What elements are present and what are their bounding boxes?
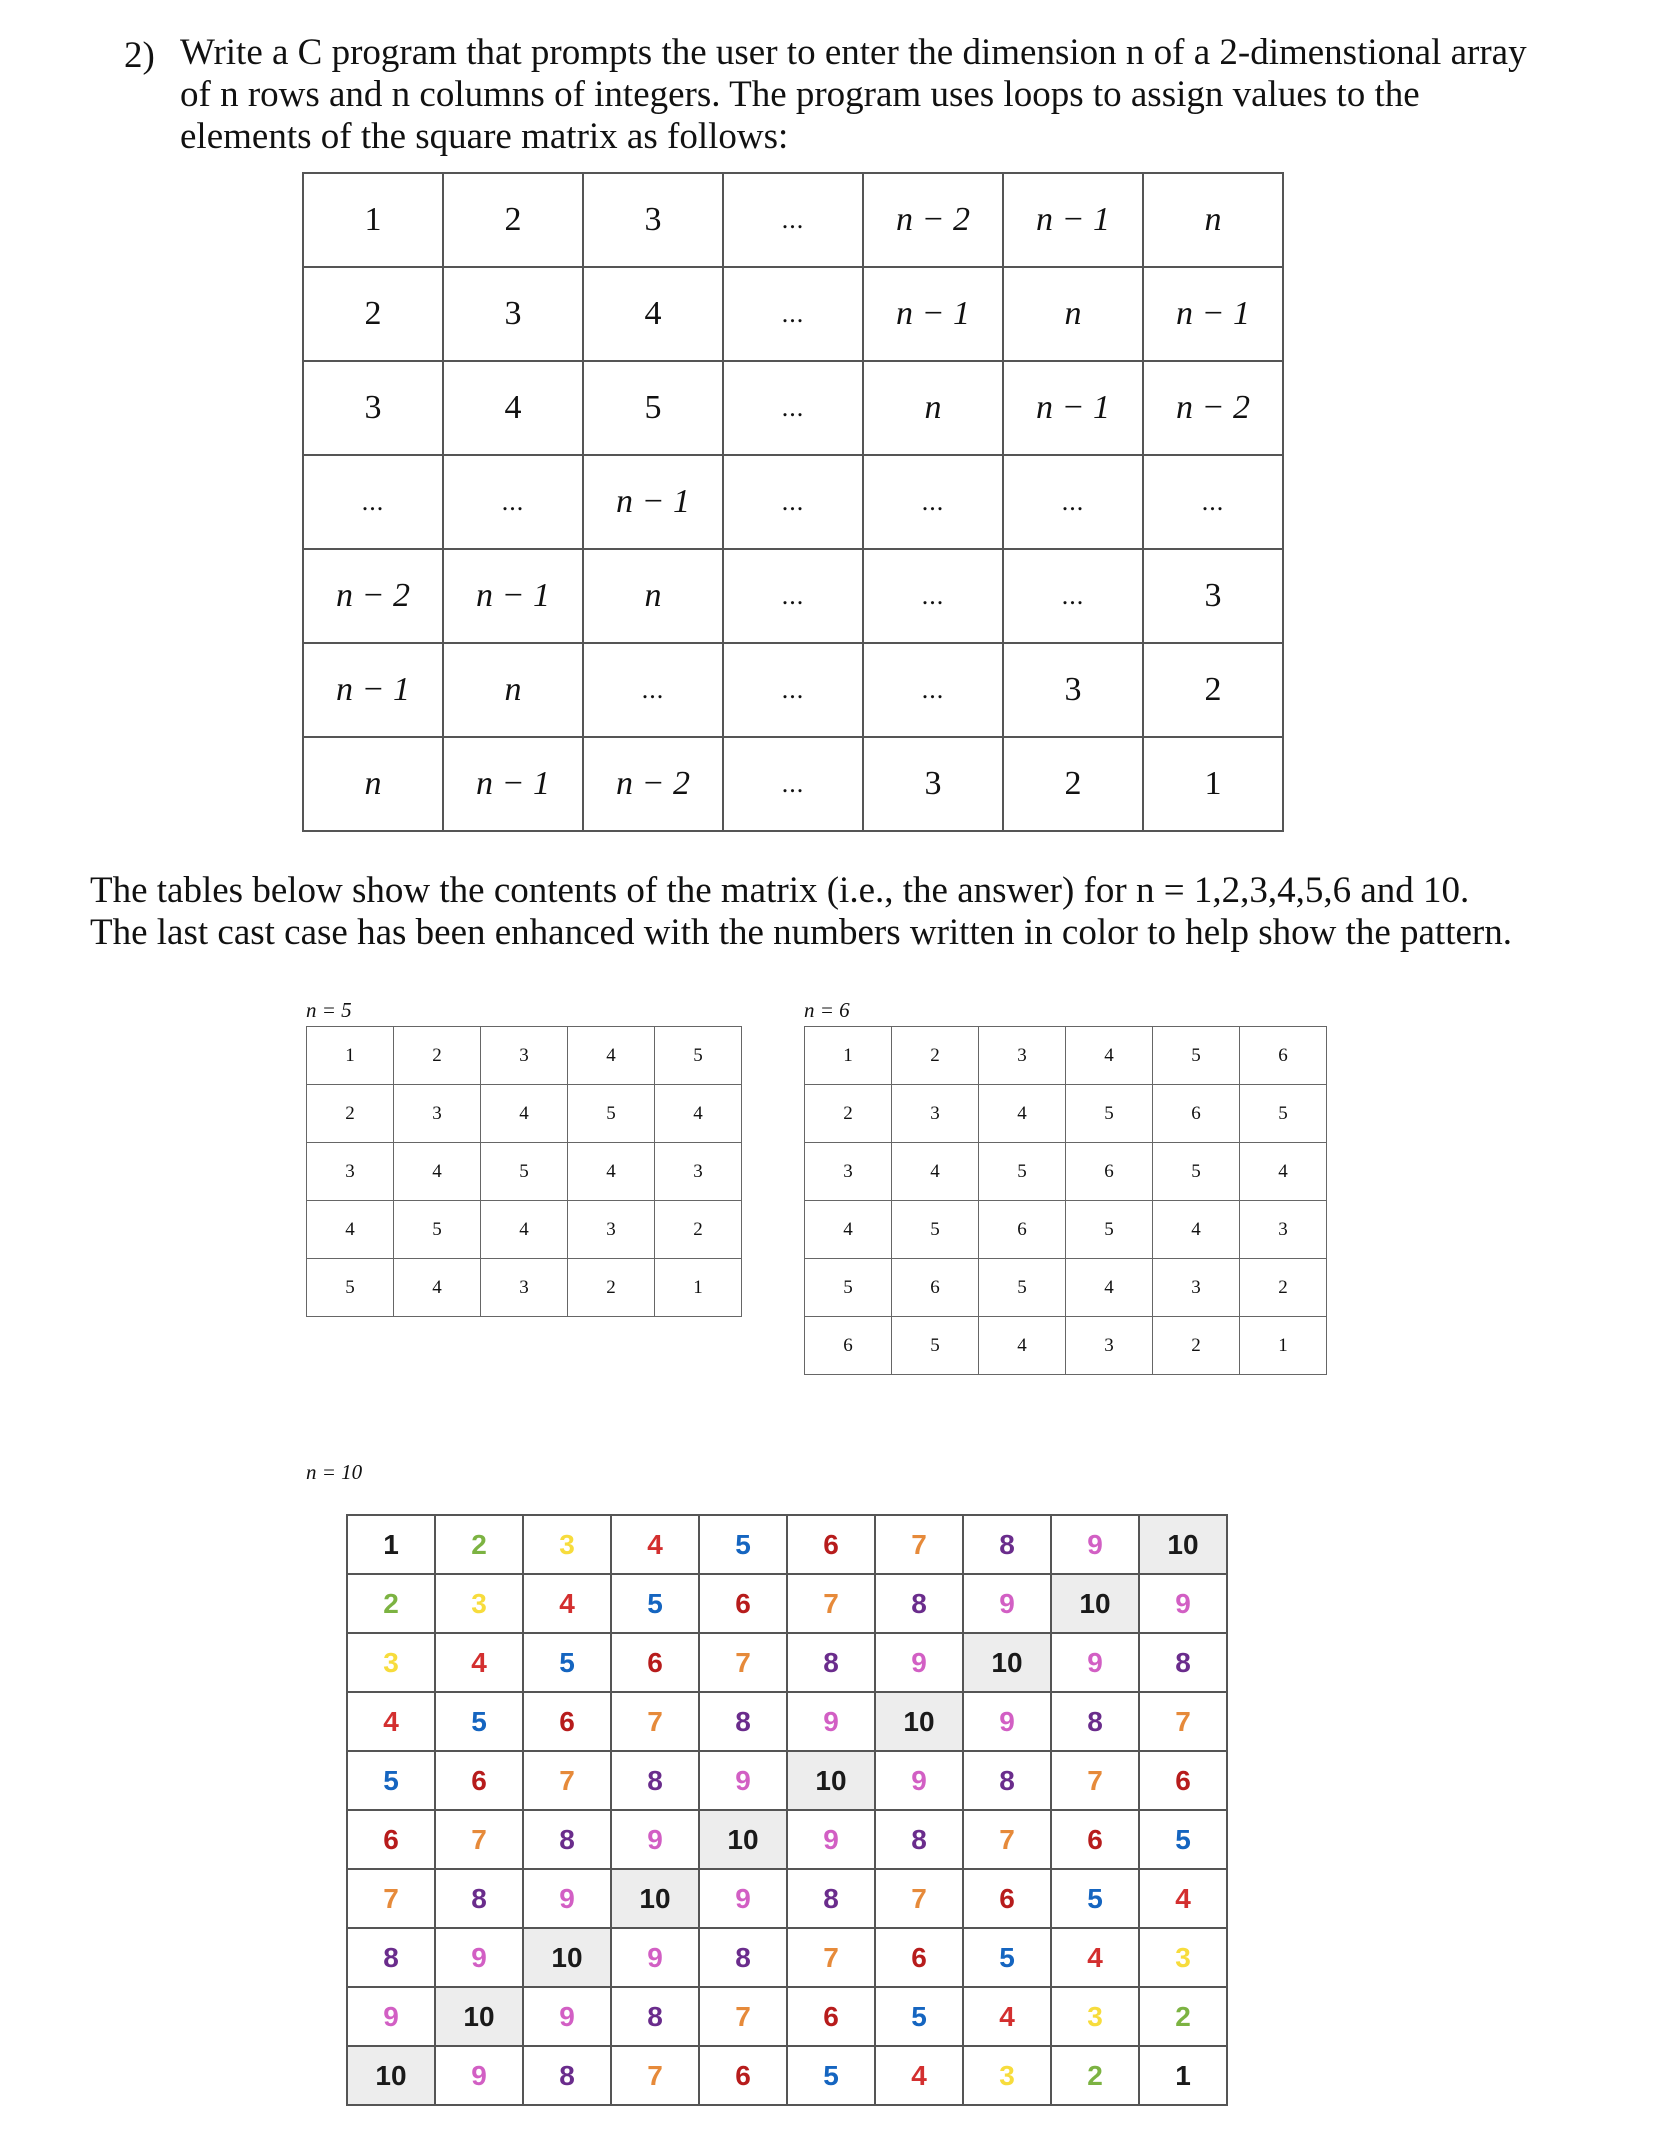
table-row [347, 1987, 1227, 2046]
table-cell: 5 [394, 1201, 481, 1259]
table-cell: 10 [875, 1692, 963, 1751]
table-row [303, 361, 1283, 455]
table-cell: 2 [435, 1515, 523, 1574]
table-cell: 9 [787, 1692, 875, 1751]
table-cell: 9 [699, 1869, 787, 1928]
table-cell: 4 [394, 1143, 481, 1201]
table-cell: 5 [1066, 1201, 1153, 1259]
table-cell: 4 [523, 1574, 611, 1633]
table-row [307, 1027, 742, 1085]
table-cell: 5 [523, 1633, 611, 1692]
table-cell: 5 [611, 1574, 699, 1633]
table-cell: n [443, 643, 583, 737]
table-cell: 3 [523, 1515, 611, 1574]
table-cell: 5 [347, 1751, 435, 1810]
table-cell: 7 [875, 1515, 963, 1574]
table-row [347, 1751, 1227, 1810]
table-cell: 7 [787, 1574, 875, 1633]
table-cell: 4 [347, 1692, 435, 1751]
table-cell: ... [1003, 549, 1143, 643]
table-cell: 10 [611, 1869, 699, 1928]
table-cell: 5 [805, 1259, 892, 1317]
table-cell: 4 [435, 1633, 523, 1692]
table-cell: 7 [875, 1869, 963, 1928]
question-line-1: Write a C program that prompts the user to enter the dimension n of a 2-dimenstional array [180, 32, 1527, 73]
table-cell: 3 [892, 1085, 979, 1143]
table-cell: 5 [1051, 1869, 1139, 1928]
table-cell: 2 [307, 1085, 394, 1143]
table-cell: ... [723, 361, 863, 455]
table-cell: 7 [699, 1987, 787, 2046]
table-cell: 6 [1139, 1751, 1227, 1810]
table-cell: 5 [1240, 1085, 1327, 1143]
table-cell: n [583, 549, 723, 643]
table-cell: 5 [875, 1987, 963, 2046]
label-n5: n = 5 [306, 998, 352, 1022]
table-row [347, 1515, 1227, 1574]
table-cell: 1 [303, 173, 443, 267]
table-cell: 10 [699, 1810, 787, 1869]
table-cell: ... [723, 173, 863, 267]
table-cell: 2 [892, 1027, 979, 1085]
table-cell: 9 [435, 2046, 523, 2105]
table-cell: 1 [1143, 737, 1283, 831]
table-row [347, 1633, 1227, 1692]
table-cell: 3 [568, 1201, 655, 1259]
table-cell: 5 [892, 1317, 979, 1375]
table-cell: 6 [787, 1515, 875, 1574]
table-cell: 2 [1051, 2046, 1139, 2105]
table-cell: 9 [875, 1751, 963, 1810]
table-cell: 5 [1153, 1143, 1240, 1201]
table-cell: 2 [1240, 1259, 1327, 1317]
table-cell: 2 [568, 1259, 655, 1317]
table-cell: ... [723, 737, 863, 831]
table-cell: n − 1 [303, 643, 443, 737]
table-row [347, 2046, 1227, 2105]
table-cell: 6 [523, 1692, 611, 1751]
table-cell: 4 [568, 1143, 655, 1201]
table-row [805, 1317, 1327, 1375]
table-row [347, 1928, 1227, 1987]
table-cell: n − 2 [1143, 361, 1283, 455]
label-n10: n = 10 [306, 1460, 363, 1484]
table-cell: 3 [435, 1574, 523, 1633]
table-cell: 9 [963, 1574, 1051, 1633]
table-row [805, 1201, 1327, 1259]
table-cell: 9 [699, 1751, 787, 1810]
table-cell: 2 [347, 1574, 435, 1633]
table-row [307, 1143, 742, 1201]
table-cell: ... [863, 549, 1003, 643]
table-cell: 4 [979, 1317, 1066, 1375]
table-cell: 3 [805, 1143, 892, 1201]
table-cell: ... [863, 455, 1003, 549]
table-cell: 6 [875, 1928, 963, 1987]
table-cell: 7 [435, 1810, 523, 1869]
table-cell: n − 2 [583, 737, 723, 831]
table-cell: ... [723, 455, 863, 549]
table-cell: 6 [699, 1574, 787, 1633]
table-cell: n − 2 [303, 549, 443, 643]
table-cell: 8 [699, 1928, 787, 1987]
table-cell: 9 [435, 1928, 523, 1987]
table-cell: 5 [979, 1143, 1066, 1201]
table-cell: 7 [611, 2046, 699, 2105]
table-cell: 3 [307, 1143, 394, 1201]
table-cell: n [863, 361, 1003, 455]
table-cell: 6 [699, 2046, 787, 2105]
table-cell: n − 1 [1003, 361, 1143, 455]
table-cell: 2 [1003, 737, 1143, 831]
table-cell: 3 [443, 267, 583, 361]
table-cell: 5 [963, 1928, 1051, 1987]
table-cell: n − 2 [863, 173, 1003, 267]
table-cell: 6 [1066, 1143, 1153, 1201]
explanation-line-1: The tables below show the contents of the matrix (i.e., the answer) for n = 1,2,3,4,5,6 and 10. [90, 870, 1470, 911]
table-cell: 7 [347, 1869, 435, 1928]
table-cell: 9 [611, 1810, 699, 1869]
table-cell: 4 [1153, 1201, 1240, 1259]
table-cell: 6 [787, 1987, 875, 2046]
table-cell: 1 [307, 1027, 394, 1085]
table-cell: 6 [805, 1317, 892, 1375]
table-cell: 5 [979, 1259, 1066, 1317]
table-cell: 5 [892, 1201, 979, 1259]
explanation-line-2: The last cast case has been enhanced with the numbers written in color to help show the pattern. [90, 912, 1512, 953]
table-row [303, 643, 1283, 737]
matrix-n10 [346, 1514, 1228, 2106]
table-cell: 9 [1051, 1515, 1139, 1574]
table-cell: 4 [1240, 1143, 1327, 1201]
table-cell: 7 [963, 1810, 1051, 1869]
table-cell: ... [443, 455, 583, 549]
table-cell: n [1143, 173, 1283, 267]
question-number: 2) [124, 35, 155, 76]
pattern-table [302, 172, 1284, 832]
table-cell: 7 [699, 1633, 787, 1692]
table-cell: 4 [307, 1201, 394, 1259]
table-row [303, 267, 1283, 361]
table-cell: 5 [699, 1515, 787, 1574]
table-cell: 4 [443, 361, 583, 455]
table-cell: 9 [523, 1987, 611, 2046]
table-cell: 10 [1051, 1574, 1139, 1633]
table-row [307, 1201, 742, 1259]
table-cell: 7 [611, 1692, 699, 1751]
table-cell: 4 [979, 1085, 1066, 1143]
table-cell: 2 [1139, 1987, 1227, 2046]
table-cell: 2 [1153, 1317, 1240, 1375]
table-cell: 3 [979, 1027, 1066, 1085]
table-cell: n [1003, 267, 1143, 361]
table-cell: 4 [394, 1259, 481, 1317]
table-cell: 8 [347, 1928, 435, 1987]
table-cell: ... [723, 549, 863, 643]
table-cell: 4 [1051, 1928, 1139, 1987]
table-cell: 8 [523, 2046, 611, 2105]
table-row [805, 1259, 1327, 1317]
table-cell: ... [1003, 455, 1143, 549]
question-line-3: elements of the square matrix as follows: [180, 116, 789, 157]
table-cell: 4 [481, 1201, 568, 1259]
table-cell: 7 [523, 1751, 611, 1810]
table-cell: 8 [875, 1810, 963, 1869]
table-row [347, 1692, 1227, 1751]
question-line-2: of n rows and n columns of integers. The program uses loops to assign values to the [180, 74, 1420, 115]
table-cell: 3 [1153, 1259, 1240, 1317]
table-cell: 10 [963, 1633, 1051, 1692]
table-cell: 8 [1139, 1633, 1227, 1692]
table-cell: 5 [568, 1085, 655, 1143]
table-cell: 5 [655, 1027, 742, 1085]
table-cell: 5 [1066, 1085, 1153, 1143]
table-cell: 2 [1143, 643, 1283, 737]
table-cell: n − 1 [443, 549, 583, 643]
table-cell: 3 [1066, 1317, 1153, 1375]
table-cell: 2 [805, 1085, 892, 1143]
table-cell: 5 [787, 2046, 875, 2105]
table-cell: 8 [699, 1692, 787, 1751]
table-cell: 10 [347, 2046, 435, 2105]
table-cell: 3 [303, 361, 443, 455]
table-cell: 2 [655, 1201, 742, 1259]
table-cell: 3 [1143, 549, 1283, 643]
table-row [805, 1027, 1327, 1085]
table-cell: 1 [1139, 2046, 1227, 2105]
table-cell: 4 [611, 1515, 699, 1574]
table-cell: 8 [787, 1869, 875, 1928]
table-cell: 8 [787, 1633, 875, 1692]
table-row [303, 549, 1283, 643]
table-row [347, 1869, 1227, 1928]
table-row [805, 1085, 1327, 1143]
table-cell: n − 1 [863, 267, 1003, 361]
table-cell: 5 [435, 1692, 523, 1751]
table-cell: 10 [787, 1751, 875, 1810]
table-cell: 6 [979, 1201, 1066, 1259]
table-cell: 4 [568, 1027, 655, 1085]
table-row [303, 455, 1283, 549]
table-cell: 3 [863, 737, 1003, 831]
table-cell: 3 [1051, 1987, 1139, 2046]
table-cell: 4 [805, 1201, 892, 1259]
table-cell: 8 [611, 1987, 699, 2046]
table-cell: 10 [435, 1987, 523, 2046]
table-cell: ... [723, 643, 863, 737]
table-cell: n − 1 [443, 737, 583, 831]
table-cell: 9 [963, 1692, 1051, 1751]
table-cell: 3 [963, 2046, 1051, 2105]
table-cell: 9 [1051, 1633, 1139, 1692]
table-cell: ... [863, 643, 1003, 737]
table-cell: ... [583, 643, 723, 737]
table-cell: 5 [1153, 1027, 1240, 1085]
table-cell: 9 [787, 1810, 875, 1869]
table-cell: 8 [1051, 1692, 1139, 1751]
table-cell: 9 [1139, 1574, 1227, 1633]
table-cell: 9 [875, 1633, 963, 1692]
table-cell: 3 [481, 1027, 568, 1085]
table-cell: 5 [481, 1143, 568, 1201]
table-cell: 4 [1066, 1259, 1153, 1317]
table-cell: 3 [481, 1259, 568, 1317]
table-cell: 8 [963, 1515, 1051, 1574]
table-cell: 9 [347, 1987, 435, 2046]
table-cell: 5 [1139, 1810, 1227, 1869]
table-cell: 3 [1139, 1928, 1227, 1987]
table-cell: 6 [347, 1810, 435, 1869]
table-row [303, 173, 1283, 267]
table-cell: 6 [963, 1869, 1051, 1928]
table-row [303, 737, 1283, 831]
table-cell: 7 [787, 1928, 875, 1987]
table-cell: 4 [1066, 1027, 1153, 1085]
table-cell: 3 [583, 173, 723, 267]
table-cell: 5 [307, 1259, 394, 1317]
table-cell: 2 [443, 173, 583, 267]
table-cell: 3 [1003, 643, 1143, 737]
table-cell: 4 [1139, 1869, 1227, 1928]
table-cell: 4 [875, 2046, 963, 2105]
table-cell: n [303, 737, 443, 831]
table-cell: 9 [523, 1869, 611, 1928]
table-cell: 6 [1153, 1085, 1240, 1143]
table-row [347, 1574, 1227, 1633]
table-cell: ... [1143, 455, 1283, 549]
table-cell: 8 [875, 1574, 963, 1633]
table-row [347, 1810, 1227, 1869]
table-cell: 4 [583, 267, 723, 361]
table-cell: ... [723, 267, 863, 361]
table-cell: 3 [394, 1085, 481, 1143]
table-cell: 4 [963, 1987, 1051, 2046]
table-cell: 1 [1240, 1317, 1327, 1375]
table-cell: 6 [1051, 1810, 1139, 1869]
table-cell: 7 [1051, 1751, 1139, 1810]
table-cell: 4 [892, 1143, 979, 1201]
table-cell: 1 [655, 1259, 742, 1317]
table-cell: 4 [481, 1085, 568, 1143]
table-cell: 8 [435, 1869, 523, 1928]
table-cell: 9 [611, 1928, 699, 1987]
table-cell: n − 1 [1143, 267, 1283, 361]
table-cell: 8 [611, 1751, 699, 1810]
table-cell: 10 [523, 1928, 611, 1987]
table-row [805, 1143, 1327, 1201]
table-cell: 2 [394, 1027, 481, 1085]
table-cell: 6 [435, 1751, 523, 1810]
table-cell: 10 [1139, 1515, 1227, 1574]
table-cell: 5 [583, 361, 723, 455]
label-n6: n = 6 [804, 998, 850, 1022]
table-cell: n − 1 [583, 455, 723, 549]
table-cell: 7 [1139, 1692, 1227, 1751]
table-cell: 6 [892, 1259, 979, 1317]
table-cell: 3 [655, 1143, 742, 1201]
table-cell: 6 [1240, 1027, 1327, 1085]
table-cell: 1 [347, 1515, 435, 1574]
table-cell: 4 [655, 1085, 742, 1143]
table-cell: n − 1 [1003, 173, 1143, 267]
matrix-n6 [804, 1026, 1327, 1375]
table-cell: 8 [963, 1751, 1051, 1810]
table-cell: 6 [611, 1633, 699, 1692]
table-cell: 3 [1240, 1201, 1327, 1259]
table-cell: 3 [347, 1633, 435, 1692]
table-cell: ... [303, 455, 443, 549]
table-cell: 1 [805, 1027, 892, 1085]
matrix-n5 [306, 1026, 742, 1317]
table-row [307, 1085, 742, 1143]
table-cell: 2 [303, 267, 443, 361]
table-cell: 8 [523, 1810, 611, 1869]
table-row [307, 1259, 742, 1317]
